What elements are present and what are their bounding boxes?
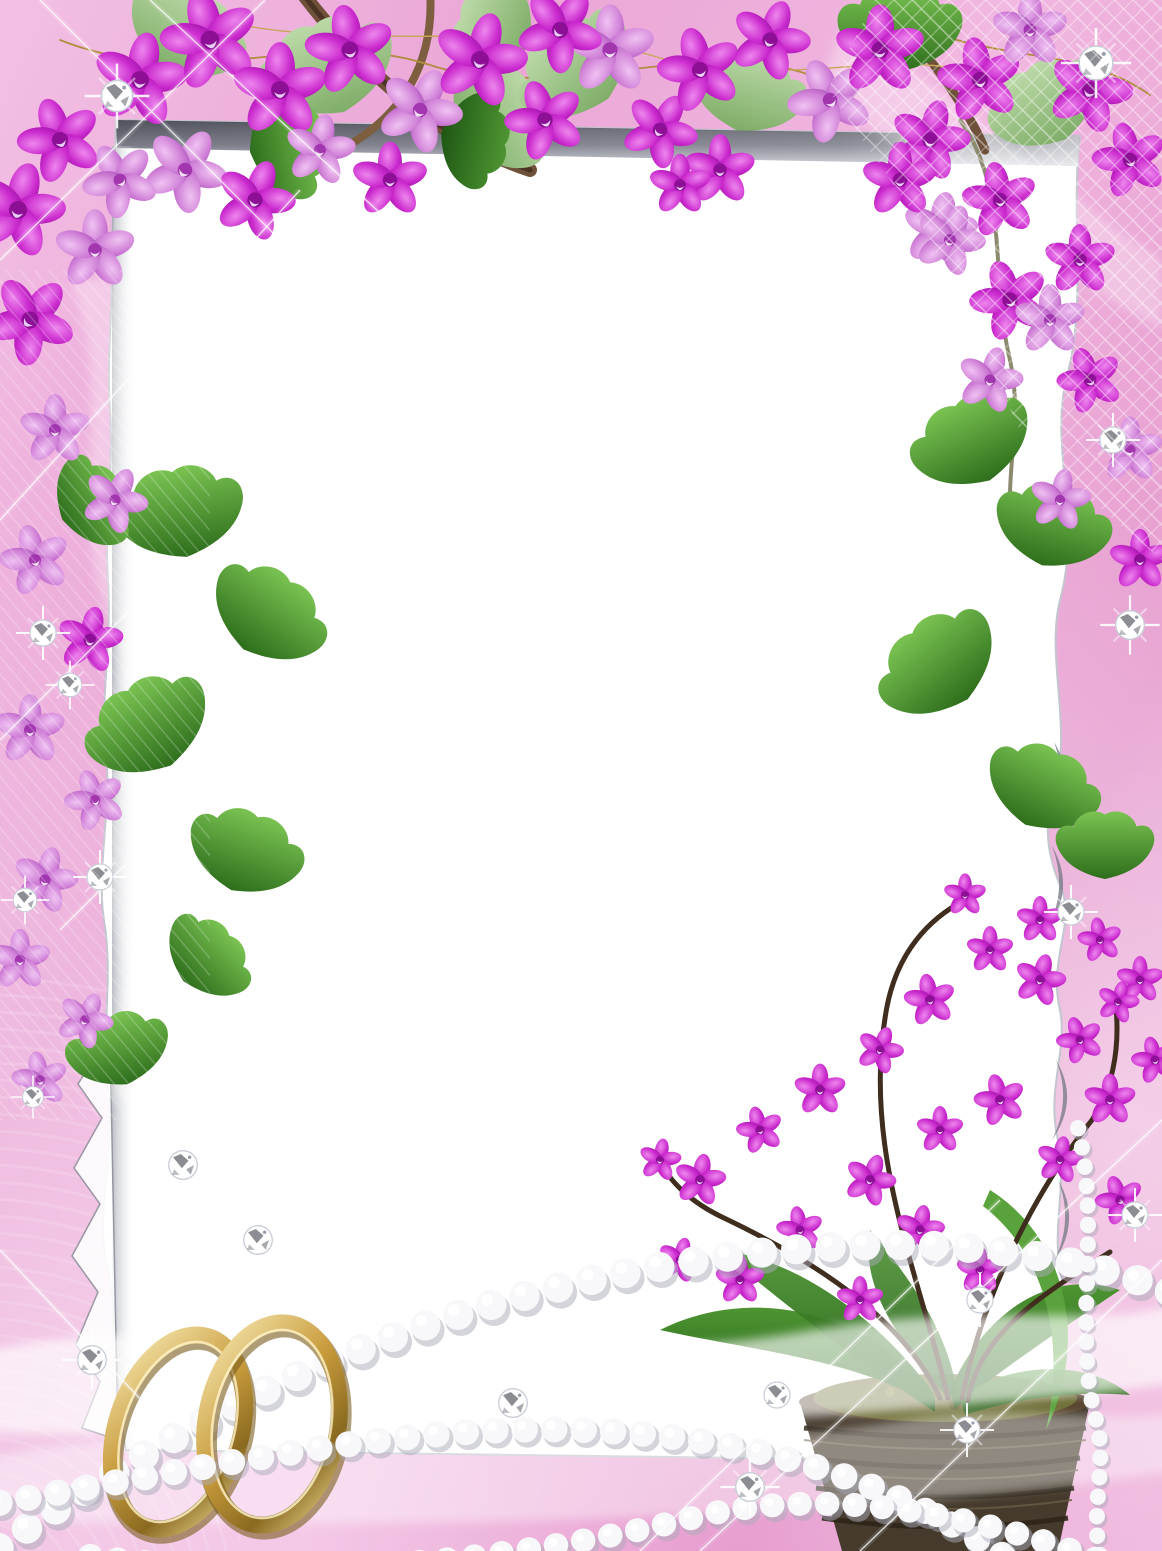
- orchid-leaves: [660, 1190, 1130, 1430]
- white-tulle-ribbon-topright: [820, 30, 1162, 330]
- frame-top-bar-fade: [116, 120, 1080, 166]
- paper-sheet: [102, 120, 1080, 1462]
- moss: [813, 1374, 1077, 1422]
- pink-swirl-texture: [0, 980, 240, 1551]
- frame-top-bar: [116, 120, 1080, 166]
- green-ivy-leaves: [38, 0, 1155, 1098]
- right-edge-scallops: [1048, 742, 1069, 1262]
- branch-twigs: [60, 0, 1150, 540]
- white-tulle-ribbon-left: [70, 280, 188, 1100]
- orchid-stems: [660, 900, 1117, 1400]
- tulle-net-texture: [828, 0, 1162, 560]
- orchid-flower-spray: [634, 873, 1162, 1323]
- potted-orchid-basket: [634, 873, 1162, 1551]
